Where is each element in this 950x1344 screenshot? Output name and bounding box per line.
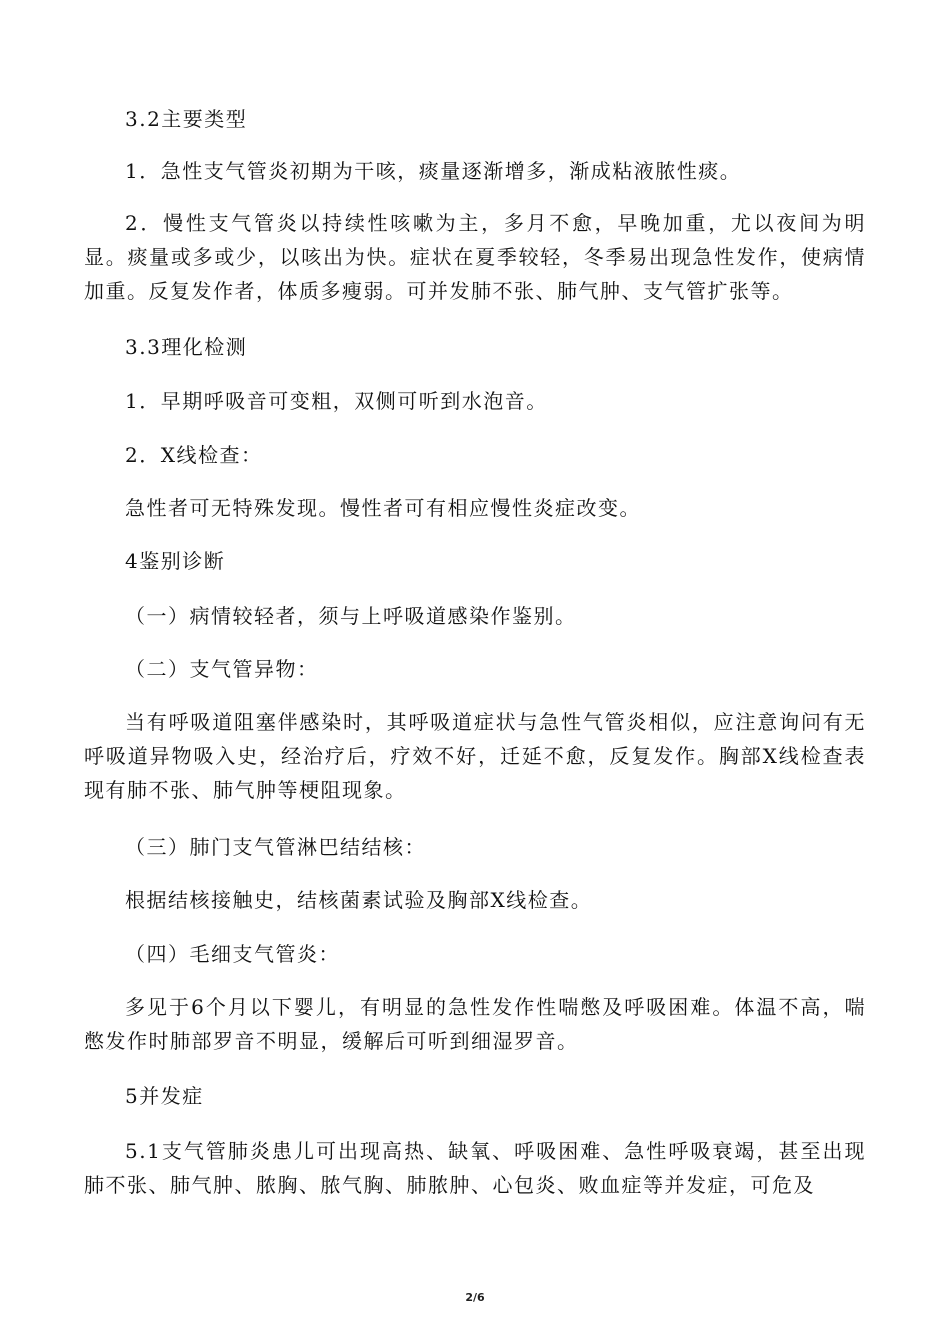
paragraph: 根据结核接触史，结核菌素试验及胸部X线检查。 (125, 888, 593, 912)
paragraph: 多见于6个月以下婴儿，有明显的急性发作性喘憋及呼吸困难。体温不高，喘憋发作时肺部罗音不明显，缓解后可听到细湿罗音。 (84, 995, 866, 1053)
paragraph: （二）支气管异物： (125, 657, 319, 681)
section-heading: 3.3理化检测 (125, 335, 248, 359)
paragraph: 1．早期呼吸音可变粗，双侧可听到水泡音。 (125, 389, 548, 413)
paragraph: 急性者可无特殊发现。慢性者可有相应慢性炎症改变。 (125, 496, 641, 520)
paragraph: （一）病情较轻者，须与上呼吸道感染作鉴别。 (125, 604, 577, 628)
section-heading: 5并发症 (125, 1084, 204, 1108)
paragraph: 2．慢性支气管炎以持续性咳嗽为主，多月不愈，早晚加重，尤以夜间为明显。痰量或多或少，以咳出为快。症状在夏季较轻，冬季易出现急性发作，使病情加重。反复发作者，体质多瘦弱。可并发肺不张、肺气肿、支气管扩张等。 (84, 211, 866, 303)
section-heading: 3.2主要类型 (125, 107, 248, 131)
page-number: 2/6 (465, 1291, 485, 1304)
paragraph: （四）毛细支气管炎： (125, 942, 340, 966)
paragraph: 当有呼吸道阻塞伴感染时，其呼吸道症状与急性气管炎相似，应注意询问有无呼吸道异物吸入史，经治疗后，疗效不好，迁延不愈，反复发作。胸部X线检查表现有肺不张、肺气肿等梗阻现象。 (84, 710, 866, 802)
section-heading: 4鉴别诊断 (125, 549, 226, 573)
paragraph: （三）肺门支气管淋巴结结核： (125, 835, 426, 859)
paragraph: 1．急性支气管炎初期为干咳，痰量逐渐增多，渐成粘液脓性痰。 (125, 159, 742, 183)
paragraph: 5.1支气管肺炎患儿可出现高热、缺氧、呼吸困难、急性呼吸衰竭，甚至出现肺不张、肺气肿、脓胸、脓气胸、肺脓肿、心包炎、败血症等并发症，可危及 (84, 1139, 866, 1197)
paragraph: 2．X线检查： (125, 443, 263, 467)
